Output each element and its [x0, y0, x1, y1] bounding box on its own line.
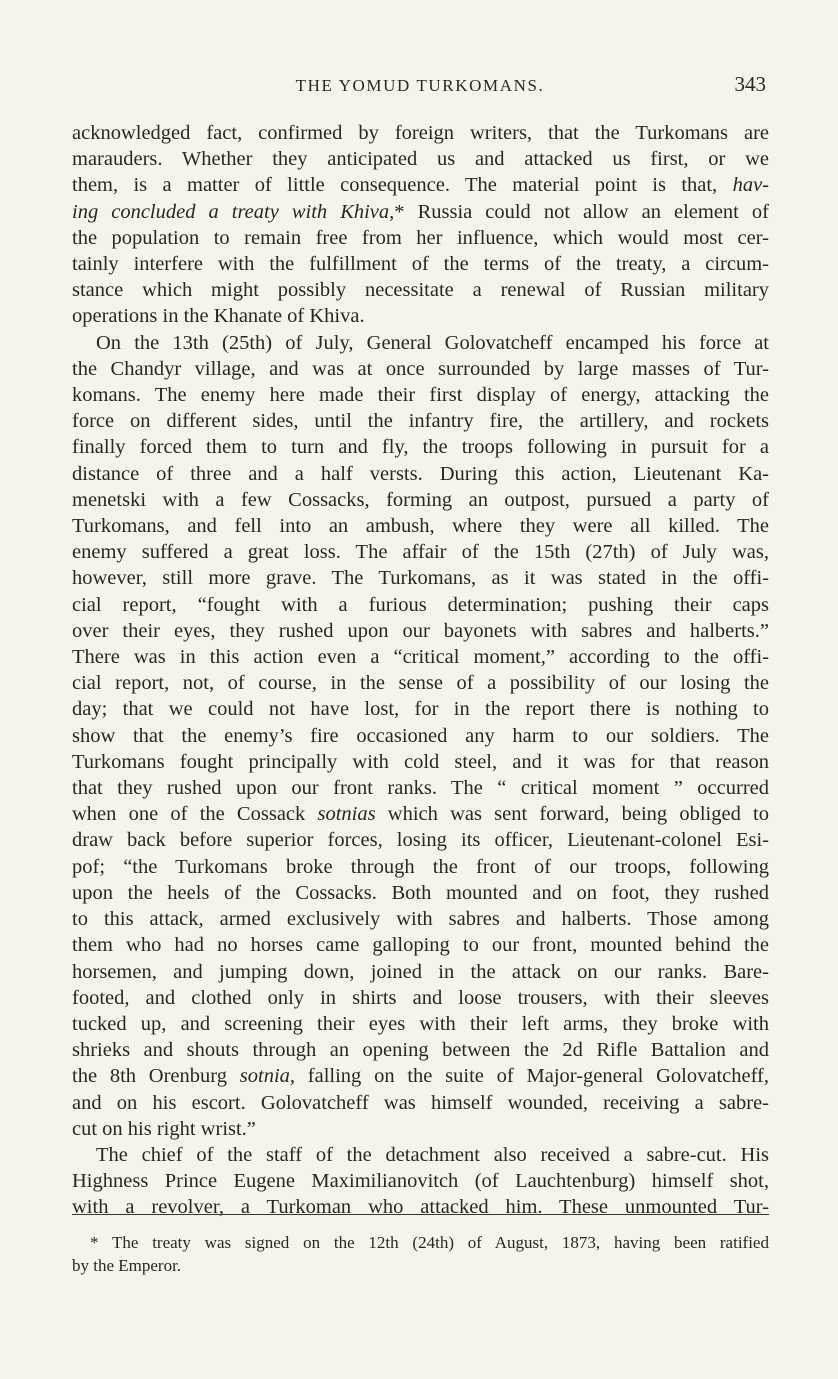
- text-line: [72, 1063, 769, 1089]
- text-line: and on his escort. Golovatcheff was himself wounded, receiving a sabre-: [72, 1091, 769, 1114]
- text-line: show that the enemy’s fire occasioned any harm to our soldiers. The: [72, 724, 769, 747]
- footnote-marker: *: [394, 200, 405, 223]
- text-line: stance which might possibly necessitate a renewal of Russian military: [72, 279, 769, 302]
- text-line: The chief of the staff of the detachment also received a sabre-cut. His: [96, 1143, 769, 1166]
- text-line: draw back before superior forces, losing its officer, Lieutenant-colonel Esi-: [72, 829, 769, 852]
- footnote-marker: *: [90, 1233, 99, 1252]
- text-line: distance of three and a half versts. During this action, Lieutenant Ka-: [72, 462, 769, 485]
- text-line: however, still more grave. The Turkomans, as it was stated in the offi-: [72, 567, 769, 590]
- body-text: [72, 120, 769, 1221]
- footnote-divider: [72, 1214, 769, 1215]
- italic-phrase: ing concluded a treaty with Khiva,: [72, 200, 395, 223]
- text-line: pof; “the Turkomans broke through the front of our troops, following: [72, 855, 769, 878]
- text-line: that they rushed upon our front ranks. The “ critical moment ” occurred: [72, 777, 769, 800]
- text-line: menetski with a few Cossacks, forming an outpost, pursued a party of: [72, 488, 769, 511]
- text-line: them who had no horses came galloping to our front, mounted behind the: [72, 934, 769, 957]
- footnote-text: The treaty was signed on the 12th (24th) of August, 1873, having been ratified: [111, 1233, 769, 1252]
- text-line: horsemen, and jumping down, joined in the attack on our ranks. Bare-: [72, 960, 769, 983]
- text-line: tainly interfere with the fulfillment of the terms of the treaty, a circum-: [72, 253, 769, 276]
- text-line: upon the heels of the Cossacks. Both mounted and on foot, they rushed: [72, 881, 769, 904]
- footnote-line: by the Emperor.: [72, 1255, 182, 1275]
- text-segment: when one of the Cossack: [72, 803, 306, 826]
- text-segment: falling on the suite of Major-general Golovatcheff,: [307, 1065, 770, 1088]
- text-line: footed, and clothed only in shirts and loose trousers, with their sleeves: [72, 986, 769, 1009]
- running-title: THE YOMUD TURKOMANS.: [295, 76, 545, 95]
- italic-phrase: hav-: [732, 174, 769, 197]
- italic-word: sotnias: [317, 803, 376, 826]
- text-line: day; that we could not have lost, for in the report there is nothing to: [72, 698, 769, 721]
- text-line: the population to remain free from her influence, which would most cer-: [72, 226, 769, 249]
- text-line: enemy suffered a great loss. The affair of the 15th (27th) of July was,: [72, 541, 769, 564]
- text-line: the Chandyr village, and was at once surrounded by large masses of Tur-: [72, 357, 769, 380]
- text-line: to this attack, armed exclusively with sabres and halberts. Those among: [72, 908, 769, 931]
- text-line: cial report, not, of course, in the sense of a possibility of our losing the: [72, 672, 769, 695]
- text-line: Highness Prince Eugene Maximilianovitch (of Lauchtenburg) himself shot,: [72, 1170, 769, 1193]
- text-line: shrieks and shouts through an opening between the 2d Rifle Battalion and: [72, 1039, 769, 1062]
- text-line: [72, 199, 769, 225]
- text-line: komans. The enemy here made their first display of energy, attacking the: [72, 384, 769, 407]
- text-line: acknowledged fact, confirmed by foreign writers, that the Turkomans are: [72, 122, 769, 144]
- text-segment: Russia could not allow an element of: [417, 200, 769, 223]
- footnote: [72, 1232, 769, 1277]
- footnote-line: [72, 1232, 769, 1255]
- text-segment: the 8th Orenburg: [72, 1065, 227, 1088]
- text-segment: them, is a matter of little consequence. The material point is that,: [72, 174, 718, 197]
- paragraph-3: [72, 1142, 769, 1221]
- text-line: marauders. Whether they anticipated us and attacked us first, or we: [72, 148, 769, 171]
- paragraph-2: [72, 330, 769, 1142]
- text-line: operations in the Khanate of Khiva.: [72, 305, 365, 328]
- text-line: tucked up, and screening their eyes with their left arms, they broke with: [72, 1012, 769, 1035]
- text-segment: which was sent forward, being obliged to: [387, 803, 769, 826]
- text-line: There was in this action even a “critical moment,” according to the offi-: [72, 646, 769, 669]
- running-head: [72, 72, 768, 102]
- paragraph-1: [72, 120, 769, 330]
- text-line: cut on his right wrist.”: [72, 1117, 256, 1140]
- text-line: over their eyes, they rushed upon our bayonets with sabres and halberts.”: [72, 619, 769, 642]
- text-line: Turkomans fought principally with cold steel, and it was for that reason: [72, 750, 769, 773]
- text-line: On the 13th (25th) of July, General Golovatcheff encamped his force at: [96, 331, 769, 354]
- text-line: Turkomans, and fell into an ambush, where they were all killed. The: [72, 515, 769, 538]
- text-line: cial report, “fought with a furious determination; pushing their caps: [72, 593, 769, 616]
- text-line: with a revolver, a Turkoman who attacked him. These unmounted Tur-: [72, 1196, 769, 1219]
- text-line: finally forced them to turn and fly, the troops following in pursuit for a: [72, 436, 769, 459]
- text-line: force on different sides, until the infantry fire, the artillery, and rockets: [72, 410, 769, 433]
- italic-word: sotnia,: [239, 1065, 296, 1088]
- text-line: [72, 801, 769, 827]
- page-number: 343: [734, 72, 766, 96]
- text-line: [72, 172, 769, 198]
